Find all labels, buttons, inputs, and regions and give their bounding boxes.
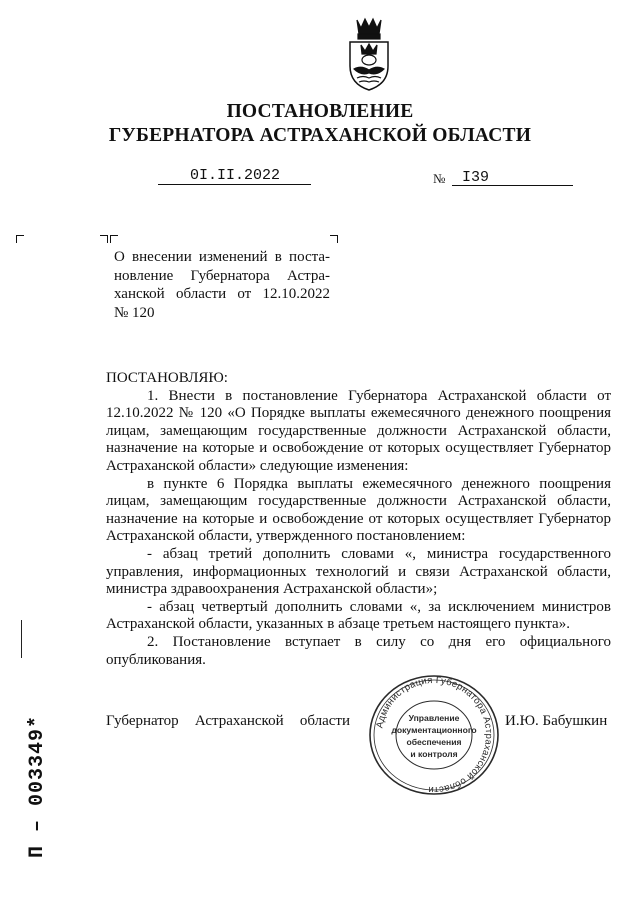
number-sign: №: [433, 171, 446, 186]
paragraph-5: 2. Постановление вступает в силу со дня его официального опубликования.: [106, 633, 611, 668]
margin-registration-code: [12, 690, 52, 860]
corner-mark-subject-left-2: [110, 235, 118, 243]
document-title: ПОСТАНОВЛЕНИЕ: [226, 101, 414, 122]
signatory-name: И.Ю. Бабушкин: [505, 713, 608, 729]
margin-rule: [21, 620, 22, 658]
paragraph-2: в пункте 6 Порядка выплаты ежемесячного денежного поощрения лицам, замещающим государственные должности Астраханской области, назначение на которые и освобождение от которых осуществляет Губернатор Астраханской области, утвержденного постановлением:: [106, 475, 611, 545]
subject-block: [114, 248, 330, 322]
paragraph-3: - абзац третий дополнить словами «, министра государственного управления, информационных технологий и связи Астраханской области, министра здравоохранения Астраханской области»;: [106, 545, 611, 598]
seal-line-3: обеспечения: [406, 737, 462, 747]
corner-mark-subject-right: [330, 235, 338, 243]
date-underline: [158, 184, 311, 185]
subject-line: ханской области от 12.10.2022: [114, 286, 330, 302]
document-subtitle: ГУБЕРНАТОРА АСТРАХАНСКОЙ ОБЛАСТИ: [108, 125, 532, 146]
subject-line: новление Губернатора Астра-: [114, 267, 330, 284]
signatory-position: Губернатор Астраханской области: [106, 713, 350, 729]
margin-code-text: П – 003349*: [26, 714, 49, 858]
astrakhan-coat-of-arms-icon: [343, 14, 395, 92]
paragraph-1: 1. Внести в постановление Губернатора Астраханской области от 12.10.2022 № 120 «О Порядке выплаты ежемесячного денежного поощрения лицам, замещающим государственные должности Астраханской области, назначение на которые и освобождение от которых осуществляет Губернатор Астраханской области» следующие изменения:: [106, 387, 611, 474]
corner-mark-left: [16, 235, 24, 243]
decree-word: ПОСТАНОВЛЯЮ:: [106, 370, 228, 386]
corner-mark-subject-left: [100, 235, 108, 243]
seal-line-4: и контроля: [410, 749, 458, 759]
number-underline: [452, 185, 573, 186]
subject-line: О внесении изменений в поста-: [114, 249, 330, 265]
document-body: [106, 370, 611, 669]
document-date: 0I.II.2022: [190, 167, 281, 184]
seal-line-2: документационного: [391, 725, 477, 735]
official-seal: [367, 673, 501, 797]
subject-line: № 120: [114, 304, 155, 321]
document-number: I39: [462, 169, 490, 186]
paragraph-4: - абзац четвертый дополнить словами «, за исключением министров Астраханской области, указанных в абзаце третьем настоящего пункта».: [106, 598, 611, 633]
seal-line-1: Управление: [408, 713, 460, 723]
seal-ring-text: Администрация Губернатора Астраханской области: [374, 674, 495, 796]
